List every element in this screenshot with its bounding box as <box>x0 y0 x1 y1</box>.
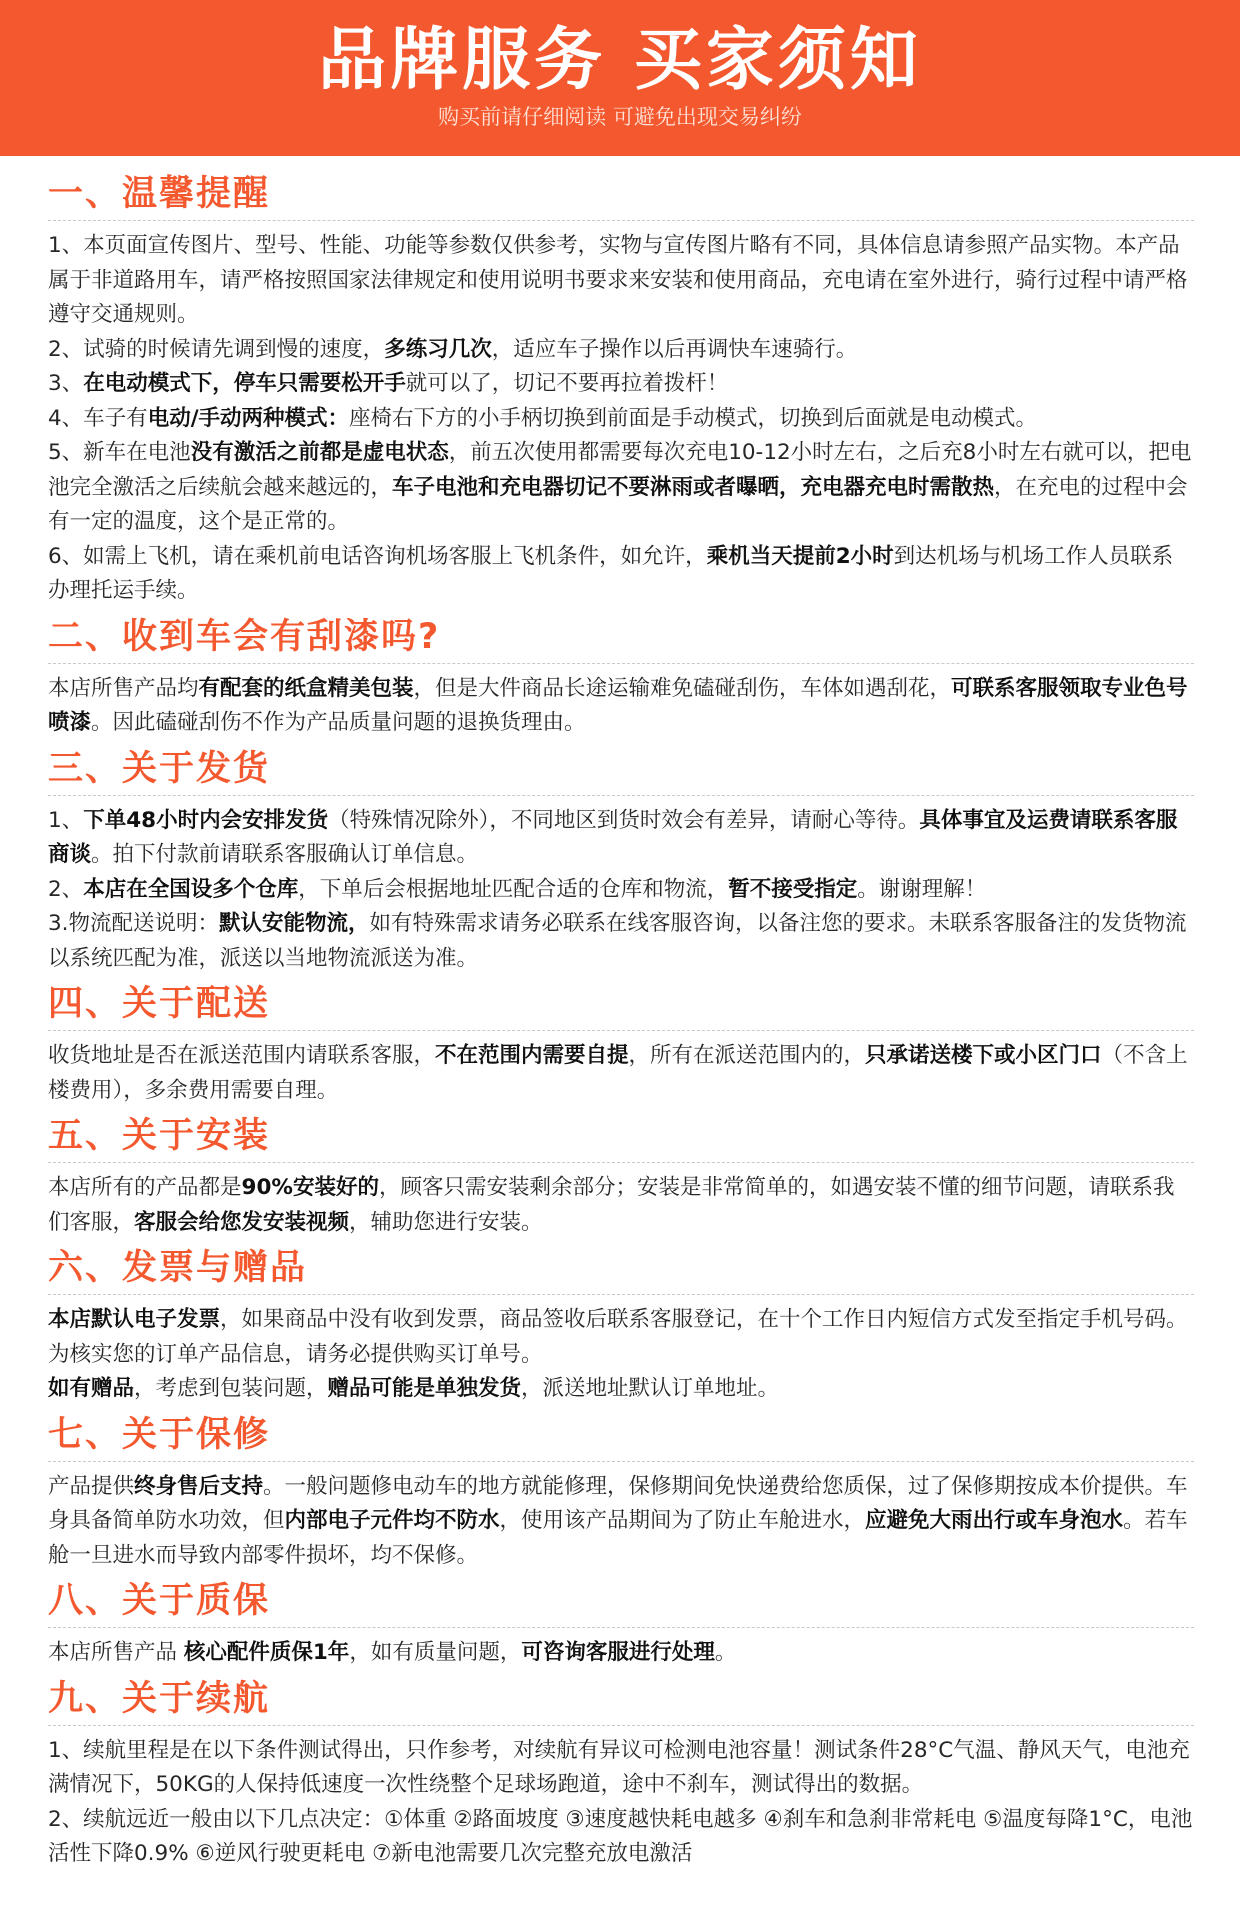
section-paragraph <box>48 1636 1194 1671</box>
body-text: ，如有质量问题， <box>349 1640 522 1665</box>
header-banner <box>0 0 1240 156</box>
body-text: （不含上楼费用），多余费用需要自理。 <box>48 1043 1188 1103</box>
section-divider <box>48 1162 1194 1163</box>
emphasis-text: 多练习几次 <box>384 336 492 362</box>
notice-section <box>48 1411 1194 1574</box>
section-paragraph <box>48 672 1194 741</box>
section-paragraph <box>48 1734 1194 1803</box>
body-text: 产品提供 <box>48 1473 135 1499</box>
body-text: 1、续航里程是在以下条件测试得出，只作参考，对续航有异议可检测电池容量！测试条件28°C气温、静风天气，电池充满情况下，50KG的人保持低速度一次性绕整个足球场跑道，途中不刹车，测试得出的数据。 <box>48 1737 1190 1797</box>
section-paragraph <box>48 804 1194 873</box>
body-text: 1、 <box>48 807 84 833</box>
body-text: ，但是大件商品长途运输难免磕碰刮伤，车体如遇刮花， <box>413 675 952 701</box>
emphasis-text: 没有激活之前都是虚电状态 <box>190 440 449 465</box>
section-paragraph <box>48 229 1194 333</box>
body-text: 收货地址是否在派送范围内请联系客服， <box>48 1043 436 1068</box>
notice-section <box>48 980 1194 1108</box>
emphasis-text: 客服会给您发安装视频 <box>134 1209 350 1235</box>
section-divider <box>48 1627 1194 1628</box>
emphasis-text: 本店默认电子发票 <box>48 1307 221 1332</box>
body-text: 如有特殊需求请务必联系在线客服咨询，以备注您的要求。未联系客服备注的发货物流以系统匹配为准，派送以当地物流派送为准。 <box>48 911 1187 971</box>
body-text: ，考虑到包装问题， <box>134 1376 328 1401</box>
emphasis-text: 暂不接受指定 <box>728 876 858 902</box>
section-paragraph <box>48 540 1194 609</box>
body-text: 2、续航远近一般由以下几点决定：①体重 ②路面坡度 ③速度越快耗电越多 ④刹车和急刹非常耗电 ⑤温度每降1°C，电池活性下降0.9% ⑥逆风行驶更耗电 ⑦新电池需要几次完整充放电激活 <box>48 1806 1193 1866</box>
notice-section <box>48 1577 1194 1671</box>
emphasis-text: 如有赠品 <box>48 1376 135 1401</box>
emphasis-text: 只承诺送楼下或小区门口 <box>865 1043 1102 1068</box>
section-paragraph <box>48 367 1194 402</box>
section-paragraph <box>48 1303 1194 1372</box>
body-text: 。若车舱一旦进水而导致内部零件损坏，均不保修。 <box>48 1508 1188 1568</box>
emphasis-text: 本店在全国设多个仓库 <box>83 876 299 902</box>
notice-section <box>48 1675 1194 1872</box>
emphasis-text: 车子电池和充电器切记不要淋雨或者曝晒，充电器充电时需散热 <box>392 474 995 500</box>
body-text: 1、本页面宣传图片、型号、性能、功能等参数仅供参考，实物与宣传图片略有不同，具体信息请参照产品实物。本产品属于非道路用车，请严格按照国家法律规定和使用说明书要求来安装和使用商品，充电请在室外进行，骑行过程中请严格遵守交通规则。 <box>48 233 1188 327</box>
emphasis-text: 核心配件质保1年 <box>183 1640 350 1665</box>
emphasis-text: 在电动模式下，停车只需要松开手 <box>83 371 406 396</box>
section-title: 八、关于质保 <box>48 1581 271 1621</box>
body-text: （特殊情况除外），不同地区到货时效会有差异，请耐心等待。 <box>328 807 920 833</box>
section-title: 五、关于安装 <box>48 1116 271 1156</box>
emphasis-text: 电动/手动两种模式： <box>147 405 350 431</box>
body-text: 6、如需上飞机，请在乘机前电话咨询机场客服上飞机条件，如允许， <box>48 543 707 569</box>
body-text: 2、试骑的时候请先调到慢的速度， <box>48 336 385 362</box>
body-text: 本店所售产品均 <box>48 675 199 701</box>
body-text: 。拍下付款前请联系客服确认订单信息。 <box>91 842 479 867</box>
section-paragraph <box>48 1372 1194 1407</box>
section-paragraph <box>48 1470 1194 1574</box>
section-title: 四、关于配送 <box>48 984 271 1024</box>
section-paragraph <box>48 1039 1194 1108</box>
body-text: 4、车子有 <box>48 405 148 431</box>
body-text: ，在充电的过程中会有一定的温度，这个是正常的。 <box>48 474 1188 534</box>
body-text: 。一般问题修电动车的地方就能修理，保修期间免快递费给您质保，过了保修期按成本价提供。车身具备简单防水功效，但 <box>48 1473 1188 1533</box>
emphasis-text: 内部电子元件均不防水 <box>284 1508 500 1533</box>
emphasis-text: 可咨询客服进行处理 <box>521 1640 715 1665</box>
section-paragraph <box>48 907 1194 976</box>
section-divider <box>48 663 1194 664</box>
banner-title: 品牌服务 买家须知 <box>318 21 922 100</box>
body-text: ，使用该产品期间为了防止车舱进水， <box>499 1508 866 1533</box>
body-text: ，前五次使用都需要每次充电10-12小时左右，之后充8小时左右就可以，把电池完全激活之后续航会越来越远的， <box>48 440 1192 500</box>
section-divider <box>48 1294 1194 1295</box>
body-text: 。 <box>714 1640 737 1665</box>
notice-section <box>48 170 1194 609</box>
body-text: 本店所有的产品都是 <box>48 1175 242 1200</box>
section-paragraph <box>48 436 1194 540</box>
body-text: 5、新车在电池 <box>48 440 191 465</box>
notice-section <box>48 613 1194 741</box>
body-text: 本店所售产品 <box>48 1640 184 1665</box>
body-text: 2、 <box>48 876 84 902</box>
section-title: 二、收到车会有刮漆吗? <box>48 616 441 657</box>
section-title: 九、关于续航 <box>48 1678 271 1719</box>
notice-section <box>48 1112 1194 1240</box>
section-divider <box>48 1725 1194 1726</box>
body-text: ，辅助您进行安装。 <box>349 1209 543 1235</box>
emphasis-text: 下单48小时内会安排发货 <box>83 807 329 833</box>
section-divider <box>48 1030 1194 1031</box>
emphasis-text: 终身售后支持 <box>134 1473 264 1499</box>
emphasis-text: 有配套的纸盒精美包装 <box>198 675 414 701</box>
emphasis-text: 应避免大雨出行或车身泡水 <box>865 1508 1124 1533</box>
body-text: ，下单后会根据地址匹配合适的仓库和物流， <box>298 876 729 902</box>
body-text: 。谢谢理解！ <box>857 876 987 902</box>
body-text: 3.物流配送说明： <box>48 911 220 936</box>
notice-section <box>48 1244 1194 1407</box>
body-text: ，如果商品中没有收到发票，商品签收后联系客服登记，在十个工作日内短信方式发至指定手机号码。为核实您的订单产品信息，请务必提供购买订单号。 <box>48 1307 1188 1367</box>
notice-section <box>48 745 1194 977</box>
emphasis-text: 赠品可能是单独发货 <box>327 1376 522 1401</box>
section-paragraph <box>48 402 1194 437</box>
banner-subtitle: 购买前请仔细阅读 可避免出现交易纠纷 <box>438 105 802 129</box>
body-text: 3、 <box>48 371 84 396</box>
notice-content <box>0 156 1240 1872</box>
section-divider <box>48 220 1194 221</box>
section-divider <box>48 1461 1194 1462</box>
section-paragraph <box>48 873 1194 908</box>
emphasis-text: 不在范围内需要自提 <box>435 1043 629 1068</box>
body-text: 就可以了，切记不要再拉着拨杆！ <box>405 371 729 396</box>
body-text: ，所有在派送范围内的， <box>628 1043 866 1068</box>
section-divider <box>48 795 1194 796</box>
section-paragraph <box>48 333 1194 368</box>
section-paragraph <box>48 1171 1194 1240</box>
section-title: 一、温馨提醒 <box>48 174 271 214</box>
body-text: ，顾客只需安装剩余部分；安装是非常简单的，如遇安装不懂的细节问题，请联系我们客服， <box>48 1175 1175 1235</box>
emphasis-text: 默认安能物流， <box>219 911 370 936</box>
emphasis-text: 90%安装好的 <box>241 1175 379 1200</box>
section-title: 三、关于发货 <box>48 748 271 789</box>
body-text: 。因此磕碰刮伤不作为产品质量问题的退换货理由。 <box>91 710 586 735</box>
body-text: ，派送地址默认订单地址。 <box>521 1376 780 1401</box>
emphasis-text: 乘机当天提前2小时 <box>706 543 894 569</box>
section-title: 七、关于保修 <box>48 1414 271 1455</box>
emphasis-text: 可联系客服领取专业色号喷漆 <box>48 675 1188 735</box>
section-paragraph <box>48 1803 1194 1872</box>
body-text: 座椅右下方的小手柄切换到前面是手动模式，切换到后面就是电动模式。 <box>349 405 1038 431</box>
body-text: 到达机场与机场工作人员联系办理托运手续。 <box>48 543 1174 603</box>
section-title: 六、发票与赠品 <box>48 1248 308 1288</box>
body-text: ，适应车子操作以后再调快车速骑行。 <box>491 336 858 362</box>
emphasis-text: 具体事宜及运费请联系客服商谈 <box>48 807 1178 867</box>
